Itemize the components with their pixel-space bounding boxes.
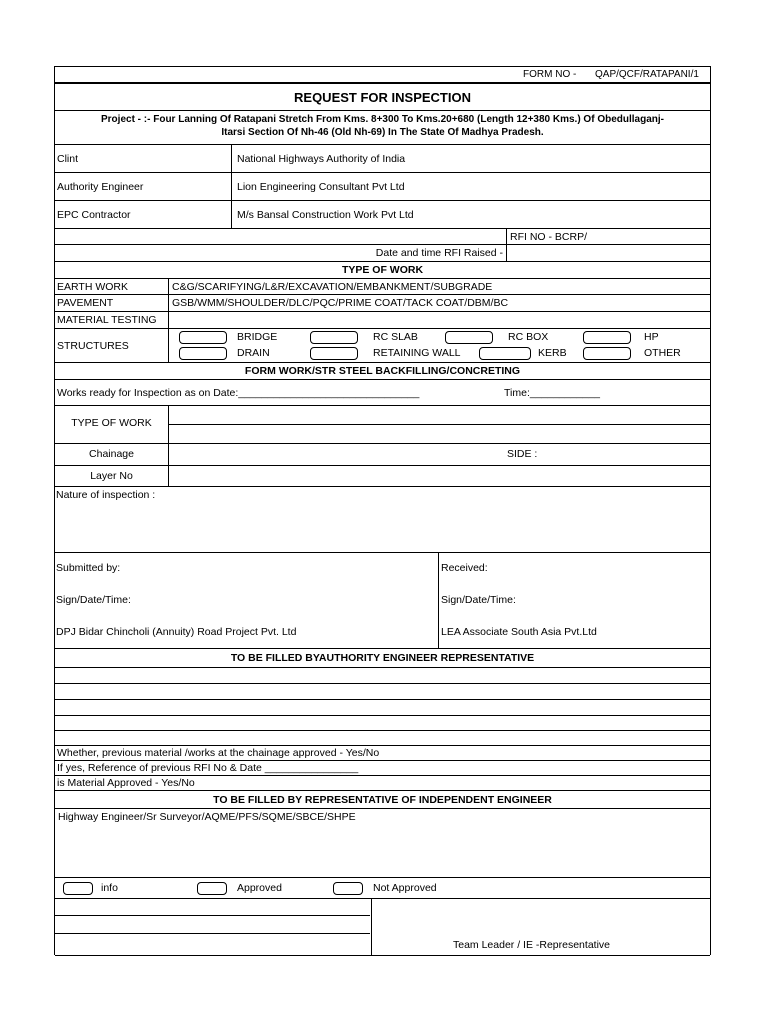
nature-label[interactable]: Nature of inspection : [56,489,156,501]
info-checkbox[interactable] [63,882,93,895]
chainage-label: Chainage [89,448,134,460]
hp-checkbox[interactable] [583,331,631,344]
rfi-no-row [55,229,710,245]
project-row [55,111,710,145]
ae-blank-row-4[interactable] [55,716,710,731]
material-approved-question[interactable]: is Material Approved - Yes/No [57,777,195,789]
submission-block [55,553,710,649]
earth-work-label: EARTH WORK [57,280,128,293]
nature-row [55,487,710,553]
pavement-label: PAVEMENT [57,297,114,309]
retaining-wall-checkbox[interactable] [310,347,358,360]
bridge-label: BRIDGE [237,331,278,343]
material-testing-label: MATERIAL TESTING [57,314,157,326]
hp-label: HP [644,331,659,343]
epc-contractor-label: EPC Contractor [57,208,131,221]
drain-label: DRAIN [237,347,270,359]
ae-blank-row-5[interactable] [55,731,710,746]
detail-type-of-work-label: TYPE OF WORK [71,417,152,429]
contractor-org: DPJ Bidar Chincholi (Annuity) Road Project Pvt. Ltd [56,626,297,638]
received-label: Received: [441,562,488,574]
ie-heading-row [55,791,710,809]
inspection-form [54,83,711,955]
ae-question-3 [55,776,710,791]
authority-engineer-label: Authority Engineer [57,180,144,193]
sign-right-label[interactable]: Sign/Date/Time: [441,594,516,606]
ae-blank-row-2[interactable] [55,684,710,700]
rc-box-checkbox[interactable] [445,331,493,344]
consultant-org: LEA Associate South Asia Pvt.Ltd [441,626,597,638]
form-no-value: QAP/QCF/RATAPANI/1 [595,69,699,80]
info-label: info [101,882,118,894]
epc-contractor-value[interactable]: M/s Bansal Construction Work Pvt Ltd [237,208,414,221]
submitted-by-label: Submitted by: [56,562,121,574]
page-title: REQUEST FOR INSPECTION [294,89,471,105]
material-testing-row [55,312,710,329]
ae-question-1 [55,746,710,761]
team-leader-label: Team Leader / IE -Representative [453,939,610,951]
ae-heading-row [55,649,710,668]
form-work-heading: FORM WORK/STR STEEL BACKFILLING/CONCRETING [244,365,521,377]
bridge-checkbox[interactable] [179,331,227,344]
works-ready-label[interactable]: Works ready for Inspection as on Date:_______________________________ [57,386,420,399]
earth-work-value[interactable]: C&G/SCARIFYING/L&R/EXCAVATION/EMBANKMENT/SUBGRADE [172,280,493,293]
party-row-client [55,145,710,173]
form-work-heading-row [55,363,710,380]
previous-approved-question[interactable]: Whether, previous material /works at the chainage approved - Yes/No [57,747,380,759]
title-row [55,84,710,111]
ae-heading: TO BE FILLED BYAUTHORITY ENGINEER REPRESENTATIVE [230,652,535,664]
retaining-wall-label: RETAINING WALL [373,347,461,359]
client-value[interactable]: National Highways Authority of India [237,152,406,165]
party-row-authority-engineer [55,173,710,201]
rfi-no-label[interactable]: RFI NO - BCRP/ [510,230,588,243]
rfi-date-row [55,245,710,262]
not-approved-checkbox[interactable] [333,882,363,895]
party-row-epc-contractor [55,201,710,229]
drain-checkbox[interactable] [179,347,227,360]
kerb-checkbox[interactable] [479,347,531,360]
not-approved-label: Not Approved [373,882,437,894]
ae-question-2 [55,761,710,776]
detail-block [55,406,710,487]
works-ready-time[interactable]: Time:____________ [504,386,600,399]
type-of-work-heading: TYPE OF WORK [341,264,424,276]
earth-work-row [55,279,710,295]
decision-row [55,878,710,899]
kerb-label: KERB [538,347,567,359]
project-line-1: Project - :- Four Lanning Of Ratapani Stretch From Kms. 8+300 To Kms.20+680 (Length 12+380 Kms.) Of Obedullaganj- [101,114,664,125]
works-ready-row [55,380,710,406]
structures-row [55,329,710,363]
ie-heading: TO BE FILLED BY REPRESENTATIVE OF INDEPENDENT ENGINEER [213,793,552,806]
pavement-row [55,295,710,312]
rc-slab-checkbox[interactable] [310,331,358,344]
ie-remarks-row [55,809,710,878]
previous-rfi-reference[interactable]: If yes, Reference of previous RFI No & Date ________________ [57,762,359,774]
rc-box-label: RC BOX [508,331,549,343]
pavement-value[interactable]: GSB/WMM/SHOULDER/DLC/PQC/PRIME COAT/TACK COAT/DBM/BC [172,297,509,309]
authority-engineer-value[interactable]: Lion Engineering Consultant Pvt Ltd [237,180,405,193]
structures-label: STRUCTURES [57,339,129,352]
rc-slab-label: RC SLAB [373,331,418,343]
form-no-label: FORM NO - [523,69,577,80]
ae-blank-row-1[interactable] [55,668,710,684]
side-label[interactable]: SIDE : [507,448,538,460]
approved-checkbox[interactable] [197,882,227,895]
signature-block [55,899,710,956]
form-header [54,66,711,83]
approved-label: Approved [237,882,282,894]
ie-roles: Highway Engineer/Sr Surveyor/AQME/PFS/SQME/SBCE/SHPE [58,811,356,823]
layer-no-label: Layer No [90,470,133,482]
rfi-date-label: Date and time RFI Raised - [375,247,503,259]
ae-blank-row-3[interactable] [55,700,710,716]
material-testing-value[interactable] [170,312,172,328]
client-label: Clint [57,152,79,165]
other-checkbox[interactable] [583,347,631,360]
other-label: OTHER [644,347,681,359]
type-of-work-heading-row [55,262,710,279]
project-line-2: Itarsi Section Of Nh-46 (Old Nh-69) In The State Of Madhya Pradesh. [221,127,544,138]
sign-left-label[interactable]: Sign/Date/Time: [56,594,131,606]
